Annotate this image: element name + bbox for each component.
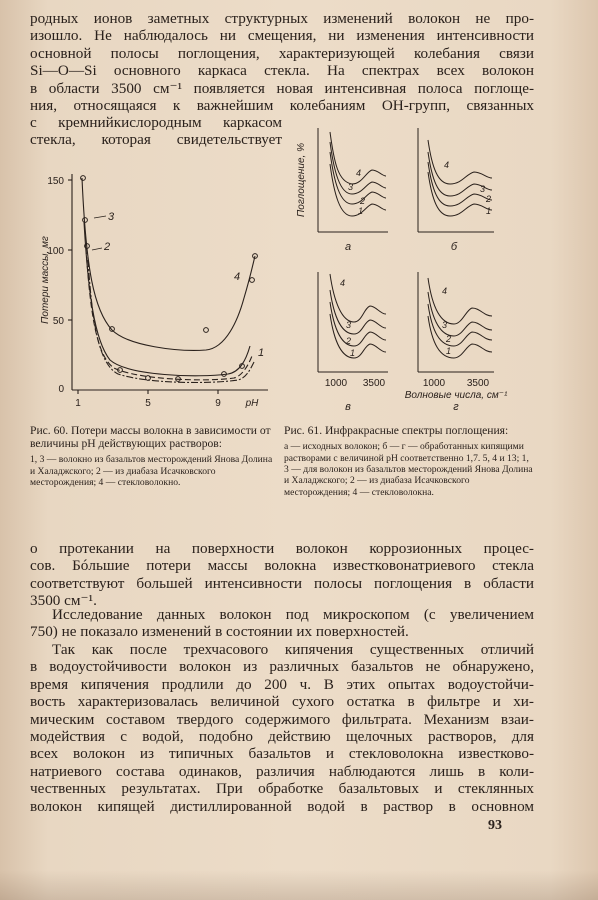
curve-label: 4 <box>444 160 450 170</box>
text-line: изошло. Не наблюдалось ни смещения, ни изменения интенсивности <box>30 27 534 45</box>
curve-label-2: 2 <box>104 241 111 253</box>
fig61-caption <box>284 424 534 498</box>
text-line: Так как после трехчасового кипячения существенных отличий <box>52 641 534 658</box>
text-line: основной полосы поглощения, характеризующей колебания связи <box>30 44 534 62</box>
curve-label: 1 <box>350 348 356 358</box>
page-edge-shadow <box>0 870 598 900</box>
text-line: Si—O—Si основного каркаса стекла. На спектрах всех волокон <box>30 62 534 80</box>
fig61-chart <box>290 122 538 412</box>
text-line: вость характеризовалась величиной сухого остатка в фильтре и хи- <box>30 693 534 711</box>
curve-label: 4 <box>356 168 362 178</box>
text-line: соответствуют большей интенсивности полосы поглощения в области <box>30 574 534 592</box>
fig61-caption-title: Рис. 61. Инфракрасные спектры поглощения: <box>284 424 509 437</box>
curve-label: 4 <box>442 286 448 296</box>
y-axis-label: Поглощение, % <box>296 143 307 217</box>
text-line: Исследование данных волокон под микроскопом (с увеличением <box>52 606 534 623</box>
panel-label-v: в <box>345 401 351 412</box>
x-tick-label: 1000 <box>324 378 348 389</box>
curve-label: 3 <box>348 182 354 192</box>
curve-label: 1 <box>358 206 364 216</box>
x-tick-label: 1000 <box>422 378 446 389</box>
text-line: с кремнийкислородным каркасом <box>30 114 282 131</box>
text-line: о протекании на поверхности волокон коррозионных процес- <box>30 540 534 557</box>
curve-label: 3 <box>480 184 486 194</box>
curve-label: 2 <box>360 196 366 206</box>
curve-label: 2 <box>446 334 452 344</box>
text-line: натриевого состава одинаков, различия наблюдаются лишь в коли- <box>30 762 534 780</box>
x-tick-label: 5 <box>145 398 151 409</box>
text-line: чественных результатах. При обработке базальтовых и стеклянных <box>30 780 534 798</box>
text-line: 3500 см⁻¹. <box>30 592 97 610</box>
text-line: мическим составом твердого содержимого фильтрата. Механизм взаи- <box>30 710 534 728</box>
fig60-caption <box>30 424 276 489</box>
panel-label-g: г <box>453 401 459 412</box>
fig61-caption-legend: а — исходных волокон; б — г — обработанных кипящими растворами с величиной рН соответственно 1,7. 5, 4 и 13; 1, 3 — для волокон из базальтов месторождений Янова Долина и Халаджского; 2 — из диабаза Исачковского месторождения; 4 — стекловолокна. <box>284 441 533 498</box>
text-line: в области 3500 см⁻¹ появляется новая интенсивная полоса поглоще- <box>30 79 534 97</box>
panel-label-a: а <box>344 241 352 253</box>
fig60-caption-title: Рис. 60. Потери массы волокна в зависимости от величины рН действующих растворов: <box>30 424 271 451</box>
body-text-mid <box>30 540 534 610</box>
body-text-top <box>30 10 534 114</box>
text-line: 750) не показало изменений в состоянии их поверхностей. <box>30 623 409 641</box>
paragraph-2 <box>30 606 534 641</box>
x-tick-label: 3500 <box>362 378 386 389</box>
y-tick-label: 0 <box>58 384 64 395</box>
x-axis-label: Волновые числа, см⁻¹ <box>404 390 508 401</box>
curve-label-3: 3 <box>108 211 115 223</box>
curve-label: 2 <box>346 336 352 346</box>
curve-label-1: 1 <box>258 347 265 359</box>
curve-label: 2 <box>486 194 492 204</box>
text-line: время кипячения продлили до 200 ч. В этих опытах водоустойчи- <box>30 675 534 693</box>
fig60-chart <box>28 160 278 420</box>
paragraph-3 <box>30 641 534 815</box>
curve-label: 3 <box>442 320 448 330</box>
x-tick-label: рН <box>245 398 259 409</box>
curve-label: 1 <box>486 206 492 216</box>
x-tick-label: 1 <box>75 398 81 409</box>
curve-label: 1 <box>446 346 452 356</box>
curve-label-4: 4 <box>234 271 241 283</box>
fig60-caption-legend: 1, 3 — волокно из базальтов месторождений Янова Долина и Халаджского; 2 — из диабаза Исачковского месторождения; 4 — стекловолокно. <box>30 454 273 489</box>
page-number: 93 <box>488 818 502 833</box>
text-line: ния, относящаяся к важнейшим колебаниям ОН-групп, связанных <box>30 97 534 115</box>
x-tick-label: 9 <box>215 398 221 409</box>
text-line: модействия с водой, подобно действию щелочных растворов, для <box>30 728 534 746</box>
text-line: стекла, которая свидетельствует <box>30 131 282 149</box>
x-tick-label: 3500 <box>466 378 490 389</box>
y-tick-label: 100 <box>47 246 64 257</box>
text-line: волокон кипящей дистиллированной водой в раствор в основном <box>30 797 534 815</box>
text-line: родных ионов заметных структурных изменений волокон не про- <box>30 10 534 27</box>
y-axis-label: Потери массы, мг <box>40 236 51 324</box>
body-text-wrap <box>30 114 282 149</box>
curve-label: 3 <box>346 320 352 330</box>
text-line: в водоустойчивости волокон из различных базальтов не обнаружено, <box>30 658 534 676</box>
curve-label: 4 <box>340 278 346 288</box>
y-tick-label: 50 <box>52 316 64 327</box>
text-line: всех волокон из типичных базальтов и стекловолокна известково- <box>30 745 534 763</box>
text-line: сов. Бóльшие потери массы волокна известковонатриевого стекла <box>30 557 534 575</box>
y-tick-label: 150 <box>47 176 64 187</box>
panel-label-b: б <box>450 241 458 253</box>
